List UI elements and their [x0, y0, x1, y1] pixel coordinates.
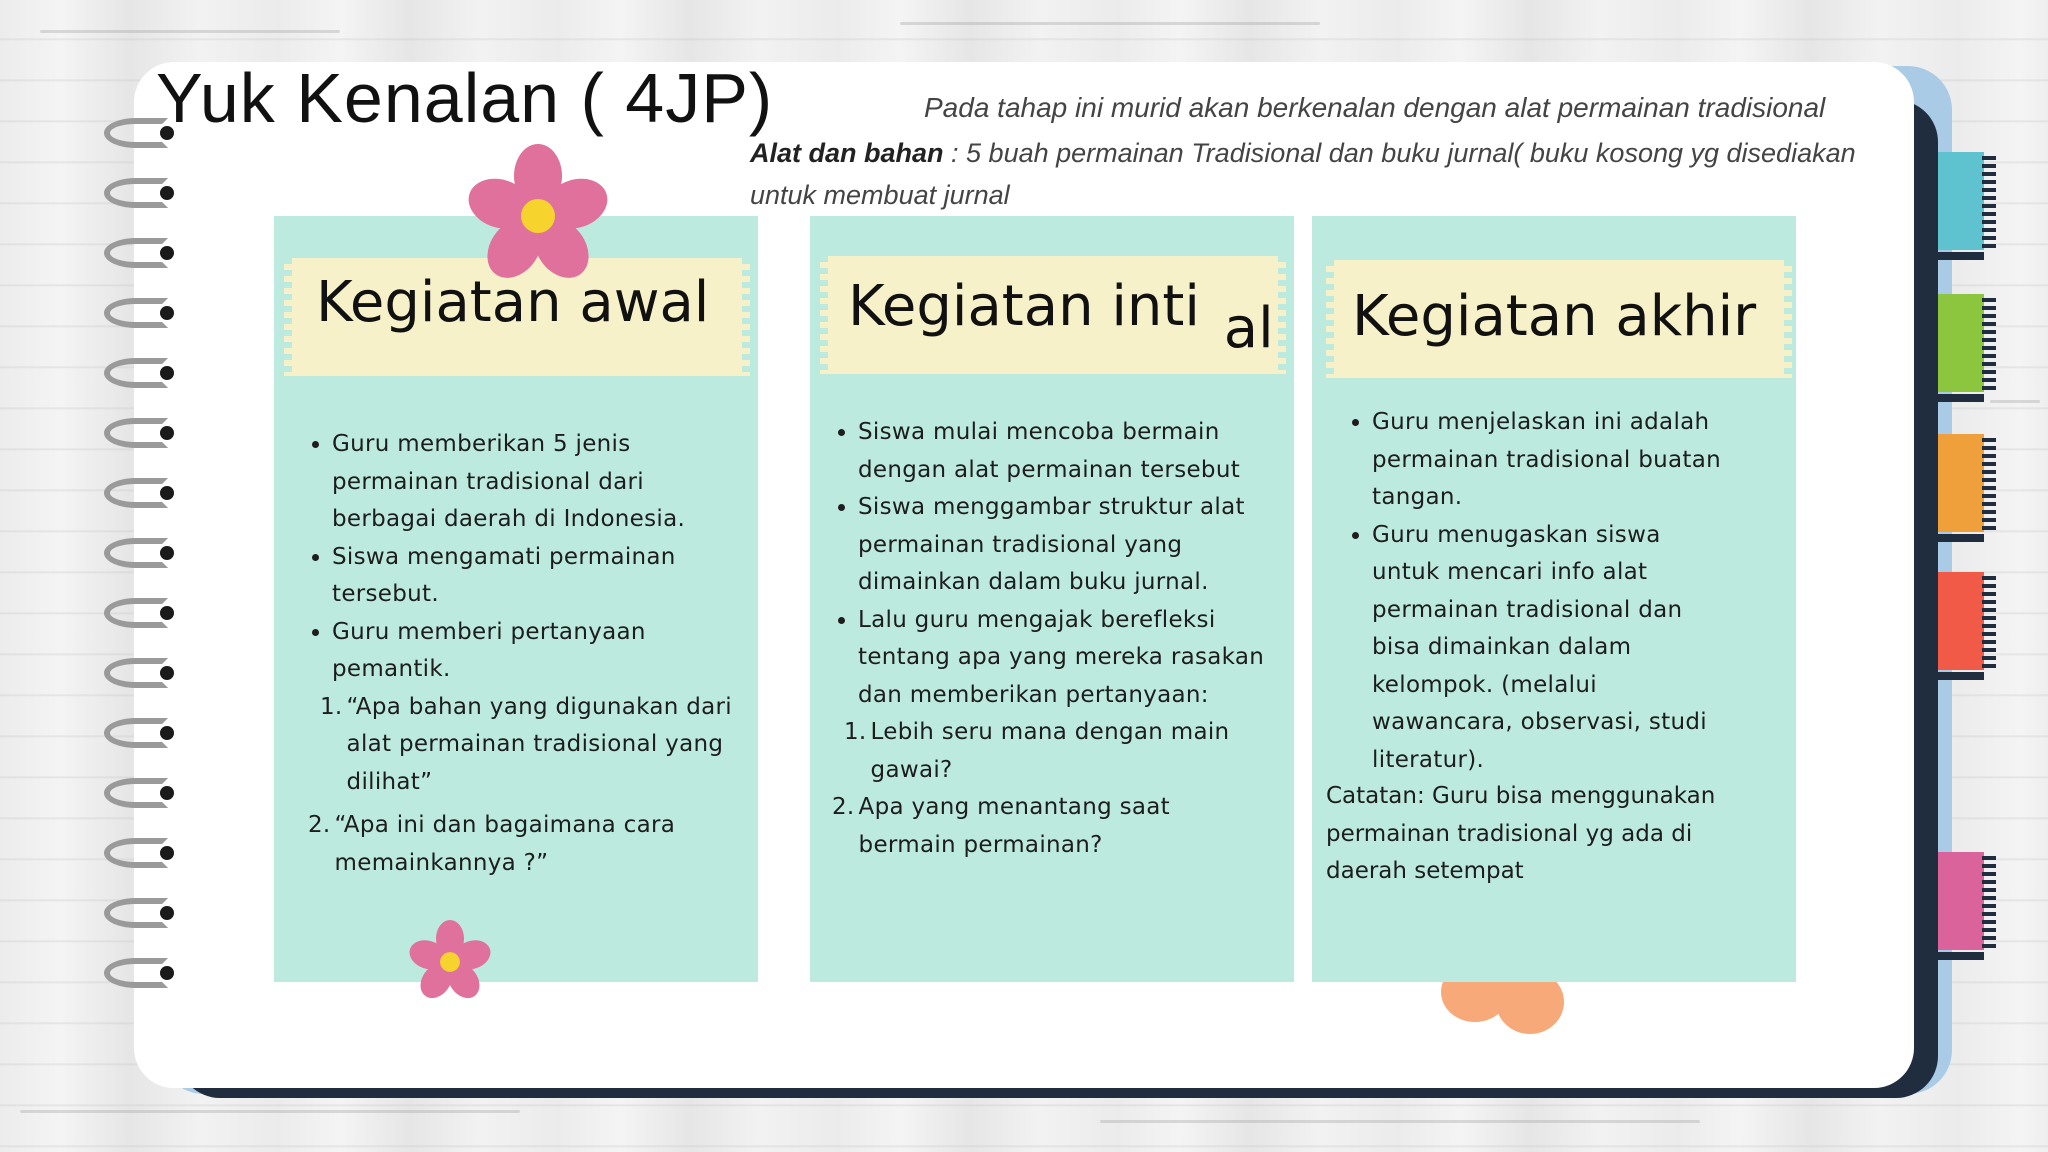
wood-grain	[40, 30, 340, 33]
list-item: • Siswa mulai mencoba bermain dengan alat permainan tersebut	[858, 414, 1270, 489]
list-item: • Guru menugaskan siswa untuk mencari info alat permainan tradisional dan bisa dimainkan dalam kelompok. (melalui wawancara, observasi, studi literatur).	[1372, 517, 1724, 780]
bullet-list-inti	[830, 414, 1270, 714]
card-title-akhir: Kegiatan akhir	[1352, 284, 1757, 349]
wood-grain	[1100, 1120, 1700, 1123]
materials-label: Alat dan bahan	[750, 138, 944, 168]
materials-text	[750, 132, 1900, 216]
spiral-ring	[104, 718, 176, 752]
card-title-awal: Kegiatan awal	[316, 270, 710, 335]
wood-grain	[900, 22, 1320, 25]
spiral-ring	[104, 538, 176, 572]
numbered-item	[304, 807, 734, 882]
card-body-inti	[830, 414, 1270, 864]
spiral-ring	[104, 178, 176, 212]
card-title-inti-suffix: al	[1223, 296, 1274, 361]
spiral-ring	[104, 598, 176, 632]
spiral-ring	[104, 838, 176, 872]
wood-grain	[20, 1110, 520, 1113]
list-item: • Lalu guru mengajak berefleksi tentang apa yang mereka rasakan dan memberikan pertanyaan:	[858, 602, 1270, 715]
list-item: • Siswa mengamati permainan tersebut.	[332, 539, 734, 614]
spiral-ring	[104, 958, 176, 992]
spiral-ring	[104, 358, 176, 392]
item-number: 2.	[832, 794, 855, 820]
bullet-list-akhir	[1344, 404, 1724, 779]
numbered-item	[830, 789, 1270, 864]
item-number: 2.	[308, 812, 331, 838]
small-pink-flower-icon	[408, 920, 492, 1004]
item-text: Apa yang menantang saat bermain permainan?	[858, 794, 1170, 858]
card-title-inti	[848, 274, 1274, 361]
list-item: • Guru menjelaskan ini adalah permainan tradisional buatan tangan.	[1372, 404, 1724, 517]
numbered-item	[304, 689, 734, 802]
card-body-awal	[304, 426, 734, 882]
note-catatan: Catatan: Guru bisa menggunakan permainan tradisional yg ada di daerah setempat	[1326, 783, 1716, 884]
list-item: • Guru memberi pertanyaan pemantik.	[332, 614, 734, 689]
card-title-inti-text: Kegiatan inti	[848, 274, 1200, 339]
item-text: “Apa ini dan bagaimana cara memainkannya ?”	[334, 812, 676, 876]
list-item: • Siswa menggambar struktur alat permainan tradisional yang dimainkan dalam buku jurnal.	[858, 489, 1270, 602]
pink-flower-icon	[466, 144, 610, 288]
bullet-list-awal	[304, 426, 734, 689]
spiral-ring	[104, 778, 176, 812]
item-text: Lebih seru mana dengan main gawai?	[870, 719, 1230, 783]
wood-grain	[1990, 400, 2040, 403]
item-number: 1.	[844, 719, 867, 745]
item-number: 1.	[320, 693, 343, 720]
item-text: “Apa bahan yang digunakan dari alat permainan tradisional yang dilihat”	[346, 693, 732, 795]
list-item: • Guru memberikan 5 jenis permainan tradisional dari berbagai daerah di Indonesia.	[332, 426, 734, 539]
spiral-ring	[104, 418, 176, 452]
page-title: Yuk Kenalan ( 4JP)	[156, 59, 774, 137]
intro-text: Pada tahap ini murid akan berkenalan dengan alat permainan tradisional	[924, 92, 1826, 123]
spiral-ring	[104, 658, 176, 692]
card-body-akhir	[1344, 404, 1724, 779]
spiral-ring	[104, 898, 176, 932]
spiral-ring	[104, 298, 176, 332]
spiral-ring	[104, 238, 176, 272]
numbered-item	[830, 714, 1270, 789]
spiral-ring	[104, 478, 176, 512]
materials-description: : 5 buah permainan Tradisional dan buku jurnal( buku kosong yg disediakan untuk membuat jurnal	[750, 138, 1856, 210]
